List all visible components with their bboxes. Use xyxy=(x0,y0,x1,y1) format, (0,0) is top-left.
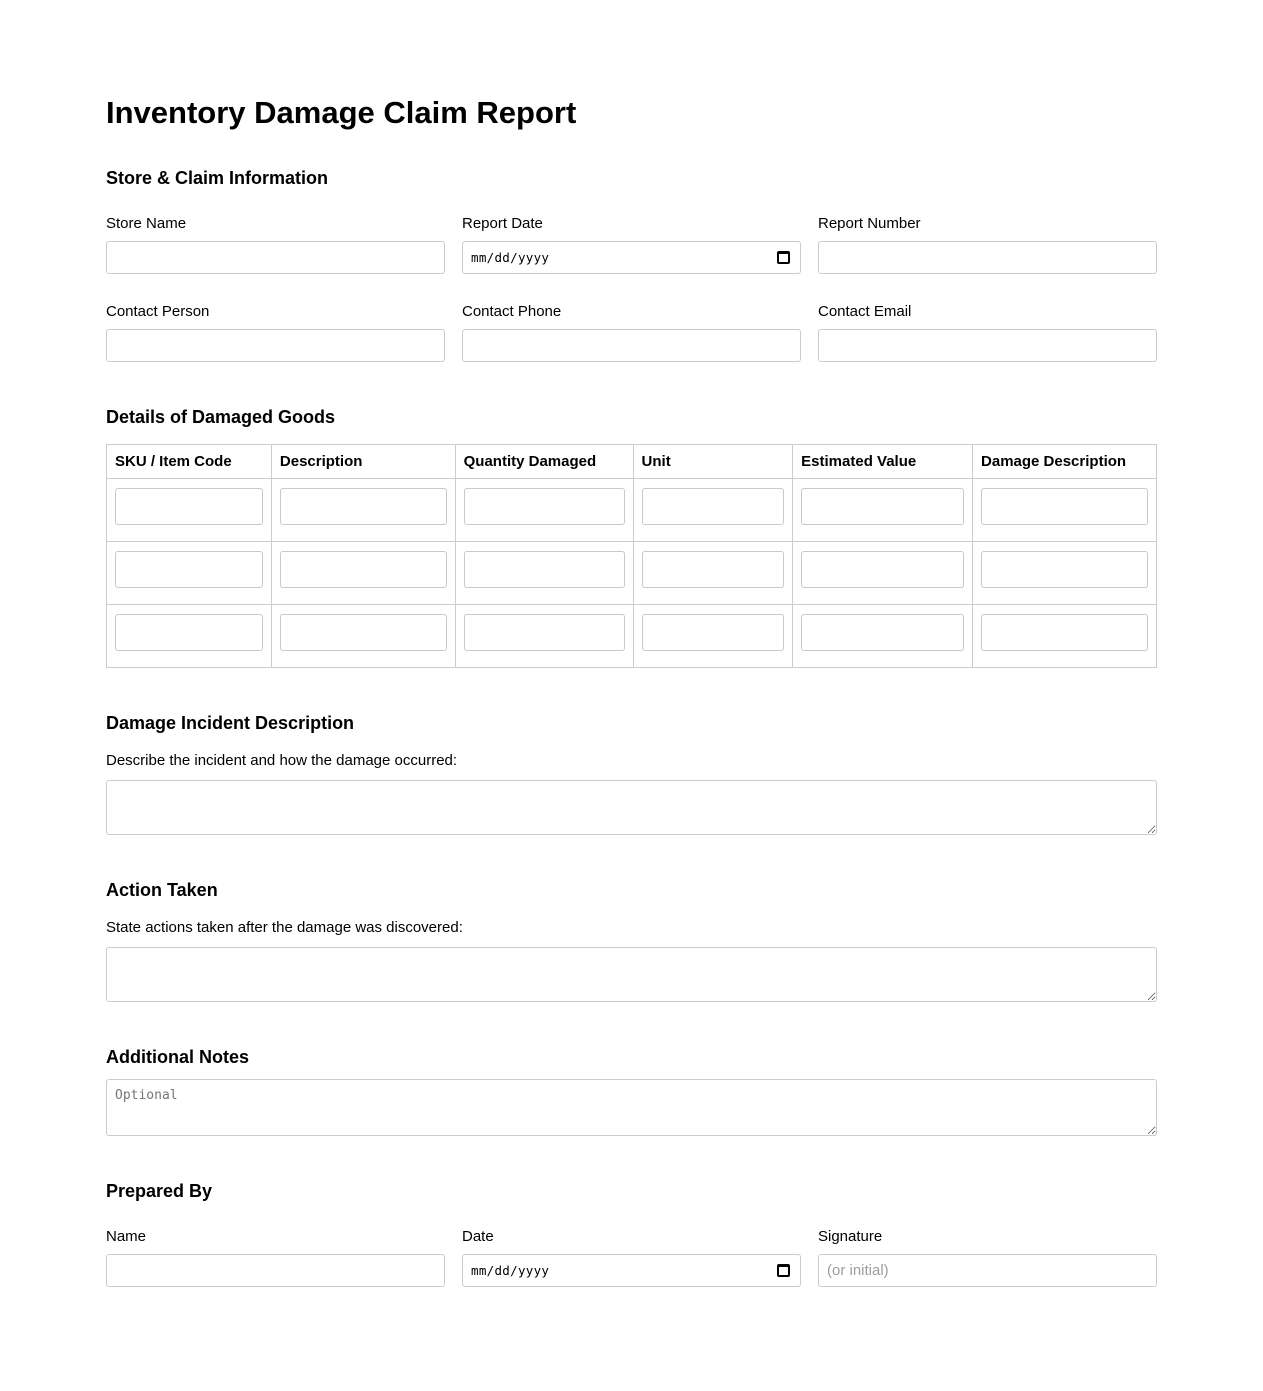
section-prepared-by xyxy=(106,1182,1157,1288)
row1-estimated-value-input[interactable] xyxy=(801,488,964,525)
report-number-label: Report Number xyxy=(818,215,921,233)
section-store-claim-information xyxy=(106,169,1157,363)
contact-person-input[interactable] xyxy=(106,329,445,362)
contact-email-input[interactable] xyxy=(818,329,1157,362)
store-claim-heading: Store & Claim Information xyxy=(106,167,329,188)
column-header-damage-description: Damage Description xyxy=(973,445,1157,479)
field-report-date xyxy=(462,215,801,274)
contact-email-label: Contact Email xyxy=(818,303,912,321)
column-header-description: Description xyxy=(271,445,455,479)
row1-unit-input[interactable] xyxy=(642,488,785,525)
row3-sku-input[interactable] xyxy=(115,614,263,651)
incident-textarea[interactable] xyxy=(106,780,1157,835)
row3-unit-input[interactable] xyxy=(642,614,785,651)
column-header-quantity-damaged: Quantity Damaged xyxy=(455,445,633,479)
page-title: Inventory Damage Claim Report xyxy=(106,95,577,130)
section-damaged-goods xyxy=(106,408,1157,668)
column-header-sku: SKU / Item Code xyxy=(107,445,272,479)
contact-phone-input[interactable] xyxy=(462,329,801,362)
action-taken-textarea[interactable] xyxy=(106,947,1157,1002)
prepared-date-input[interactable] xyxy=(462,1254,801,1287)
field-contact-phone xyxy=(462,303,801,362)
table-header-row xyxy=(107,445,1157,479)
contact-phone-label: Contact Phone xyxy=(462,303,562,321)
incident-heading: Damage Incident Description xyxy=(106,713,355,734)
field-store-name xyxy=(106,215,445,274)
row1-quantity-input[interactable] xyxy=(464,488,625,525)
signature-input[interactable] xyxy=(818,1254,1157,1287)
additional-notes-textarea[interactable] xyxy=(106,1079,1157,1136)
row2-sku-input[interactable] xyxy=(115,551,263,588)
row2-unit-input[interactable] xyxy=(642,551,785,588)
row1-sku-input[interactable] xyxy=(115,488,263,525)
field-contact-person xyxy=(106,303,445,362)
row3-estimated-value-input[interactable] xyxy=(801,614,964,651)
row1-damage-description-input[interactable] xyxy=(981,488,1148,525)
store-name-label: Store Name xyxy=(106,215,187,233)
action-taken-label: State actions taken after the damage was discovered: xyxy=(106,918,463,936)
prepared-date-placeholder: mm/dd/yyyy xyxy=(471,1263,550,1279)
field-prepared-date xyxy=(462,1228,801,1287)
row2-estimated-value-input[interactable] xyxy=(801,551,964,588)
table-row xyxy=(107,542,1157,605)
report-number-input[interactable] xyxy=(818,241,1157,274)
signature-label: Signature xyxy=(818,1228,883,1246)
form-page xyxy=(106,0,1157,1391)
action-taken-heading: Action Taken xyxy=(106,880,218,901)
contact-person-label: Contact Person xyxy=(106,303,210,321)
prepared-date-label: Date xyxy=(462,1228,494,1246)
calendar-icon[interactable] xyxy=(777,1264,790,1277)
prepared-by-heading: Prepared By xyxy=(106,1180,213,1201)
damaged-goods-heading: Details of Damaged Goods xyxy=(106,407,336,428)
incident-label: Describe the incident and how the damage occurred: xyxy=(106,752,458,770)
damaged-goods-table xyxy=(106,444,1157,668)
row3-damage-description-input[interactable] xyxy=(981,614,1148,651)
report-date-placeholder: mm/dd/yyyy xyxy=(471,250,550,266)
section-additional-notes xyxy=(106,1048,1157,1136)
field-report-number xyxy=(818,215,1157,274)
table-row xyxy=(107,479,1157,542)
row2-description-input[interactable] xyxy=(280,551,447,588)
report-date-input[interactable] xyxy=(462,241,801,274)
prepared-name-input[interactable] xyxy=(106,1254,445,1287)
column-header-unit: Unit xyxy=(633,445,793,479)
row3-description-input[interactable] xyxy=(280,614,447,651)
row1-description-input[interactable] xyxy=(280,488,447,525)
section-action-taken xyxy=(106,881,1157,1002)
store-name-input[interactable] xyxy=(106,241,445,274)
row2-damage-description-input[interactable] xyxy=(981,551,1148,588)
calendar-icon[interactable] xyxy=(777,251,790,264)
field-prepared-name xyxy=(106,1228,445,1287)
row2-quantity-input[interactable] xyxy=(464,551,625,588)
field-signature xyxy=(818,1228,1157,1287)
additional-notes-heading: Additional Notes xyxy=(106,1046,249,1067)
report-date-label: Report Date xyxy=(462,215,543,233)
section-incident-description xyxy=(106,714,1157,835)
prepared-name-label: Name xyxy=(106,1228,147,1246)
row3-quantity-input[interactable] xyxy=(464,614,625,651)
field-contact-email xyxy=(818,303,1157,362)
column-header-estimated-value: Estimated Value xyxy=(793,445,973,479)
table-row xyxy=(107,605,1157,668)
